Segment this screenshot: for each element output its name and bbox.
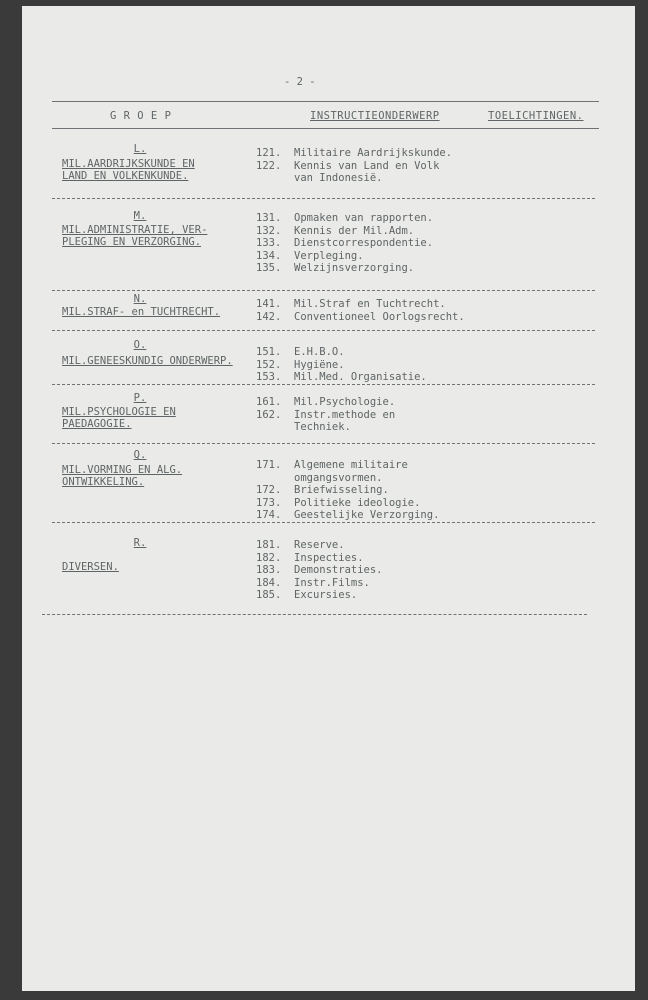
- document-page: [22, 6, 635, 991]
- section-items: [256, 298, 465, 323]
- list-item: 153. Mil.Med. Organisatie.: [256, 371, 427, 383]
- list-item: 183. Demonstraties.: [256, 564, 383, 576]
- header-top-rule: [52, 101, 599, 102]
- list-item: 141. Mil.Straf en Tuchtrecht.: [256, 298, 446, 310]
- section-letter: P.: [133, 392, 147, 404]
- list-item: 185. Excursies.: [256, 589, 358, 601]
- section-title: MIL.AARDRIJKSKUNDE EN LAND EN VOLKENKUNDE.: [62, 158, 195, 182]
- list-item: 135. Welzijnsverzorging.: [256, 262, 415, 274]
- header-instructieonderwerp: INSTRUCTIEONDERWERP: [310, 110, 440, 122]
- header-groep: G R O E P: [110, 110, 172, 122]
- section-divider: [52, 443, 595, 444]
- list-item: 172. Briefwisseling.: [256, 484, 389, 496]
- section-title: DIVERSEN.: [62, 561, 119, 573]
- list-item: 133. Dienstcorrespondentie.: [256, 237, 434, 249]
- section-letter: R.: [133, 537, 147, 549]
- list-item: 121. Militaire Aardrijkskunde.: [256, 147, 453, 159]
- list-item: 122. Kennis van Land en Volk: [256, 159, 440, 172]
- section-items: 161. Mil.Psychologie. 162. Instr.methode en Techniek.: [256, 396, 396, 433]
- list-item: 174. Geestelijke Verzorging.: [256, 509, 440, 521]
- section-title: MIL.PSYCHOLOGIE EN PAEDAGOGIE.: [62, 406, 176, 430]
- section-letter: N.: [133, 293, 147, 305]
- list-item: 184. Instr.Films.: [256, 576, 370, 589]
- section-letter: O.: [133, 339, 147, 351]
- section-title: MIL.ADMINISTRATIE, VER- PLEGING EN VERZORGING.: [62, 224, 208, 248]
- list-item: 181. Reserve.: [256, 539, 345, 551]
- header-toelichtingen: TOELICHTINGEN.: [488, 110, 584, 122]
- section-title: MIL.GENEESKUNDIG ONDERWERP.: [62, 355, 233, 367]
- section-divider: [52, 290, 595, 291]
- section-letter: Q.: [133, 449, 147, 461]
- section-letter: M.: [133, 210, 147, 222]
- section-title: MIL.VORMING EN ALG. ONTWIKKELING.: [62, 464, 183, 488]
- section-divider: [52, 384, 595, 385]
- list-item: 132. Kennis der Mil.Adm.: [256, 224, 415, 237]
- section-items: [256, 539, 383, 602]
- list-item: 173. Politieke ideologie.: [256, 496, 421, 509]
- list-item: 131. Opmaken van rapporten.: [256, 212, 434, 224]
- section-items: 171. Algemene militaire omgangsvormen. 172. Briefwisseling. 173. Politieke ideologie. 174. Geestelijke Verzorging.: [256, 459, 440, 521]
- section-items: 121. Militaire Aardrijkskunde. 122. Kennis van Land en Volk van Indonesië.: [256, 147, 453, 184]
- section-items: [256, 212, 433, 275]
- page-number: - 2 -: [284, 76, 316, 88]
- list-item: 152. Hygiëne.: [256, 358, 345, 371]
- list-item: 161. Mil.Psychologie.: [256, 396, 396, 408]
- section-divider: [52, 198, 595, 199]
- list-item: 171. Algemene militaire: [256, 459, 408, 471]
- closing-rule: [42, 614, 587, 615]
- header-bottom-rule: [52, 128, 599, 129]
- section-divider: [52, 330, 595, 331]
- section-title: MIL.STRAF- en TUCHTRECHT.: [62, 306, 221, 318]
- section-items: [256, 346, 427, 384]
- list-item: 162. Instr.methode en: [256, 408, 396, 421]
- section-letter: L.: [133, 143, 147, 155]
- list-item: 151. E.H.B.O.: [256, 346, 345, 358]
- list-item: 182. Inspecties.: [256, 551, 364, 564]
- section-divider: [52, 522, 595, 523]
- list-item: 134. Verpleging.: [256, 249, 364, 262]
- list-item: 142. Conventioneel Oorlogsrecht.: [256, 310, 465, 323]
